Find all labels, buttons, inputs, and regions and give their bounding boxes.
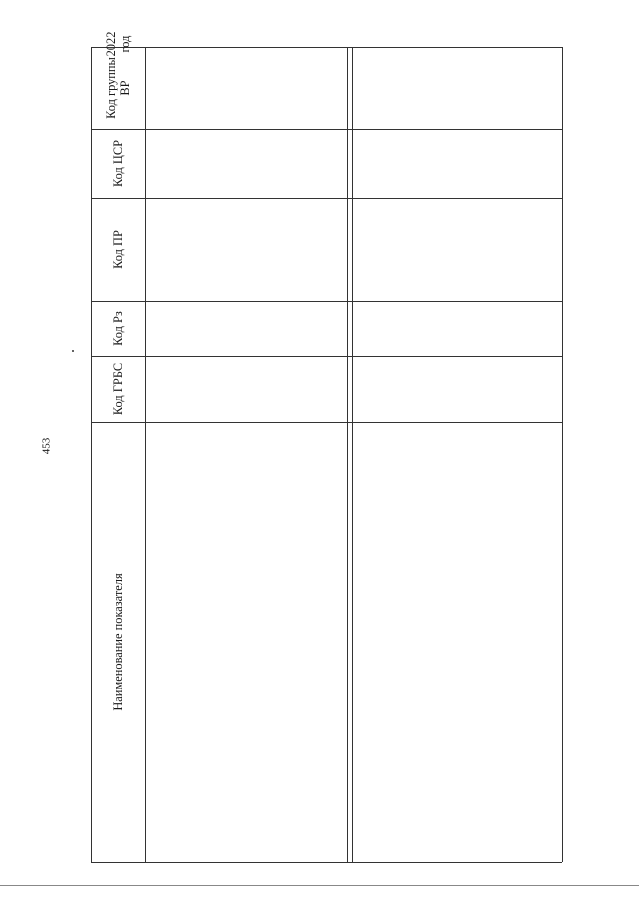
- header-csr: [91, 129, 145, 198]
- col-border-3: [91, 301, 562, 302]
- header-pr-text: Код ПР: [110, 230, 125, 269]
- header-name-text: Наименование показателя: [110, 573, 125, 711]
- header-vr: [91, 47, 145, 129]
- header-year-text: 2022 год: [103, 31, 132, 57]
- header-name: [91, 422, 145, 862]
- header-csr-text: Код ЦСР: [110, 140, 125, 187]
- bottom-rule: [0, 885, 639, 886]
- row-border-3: [352, 47, 353, 862]
- header-rz: [91, 301, 145, 356]
- row-border-4: [562, 47, 563, 862]
- col-border-0: [91, 862, 562, 863]
- speck: [72, 350, 74, 352]
- header-grbs: [91, 356, 145, 422]
- col-border-2: [91, 356, 562, 357]
- header-vr-text: Код группы ВР: [103, 57, 132, 119]
- row-border-1: [145, 47, 146, 862]
- col-border-6: [91, 47, 562, 48]
- header-pr: [91, 198, 145, 301]
- col-border-5: [91, 129, 562, 130]
- header-year: [91, 31, 145, 57]
- row-border-2: [347, 47, 348, 862]
- header-grbs-text: Код ГРБС: [110, 362, 125, 416]
- page-number: 453: [40, 437, 53, 455]
- header-rz-text: Код Рз: [110, 311, 125, 346]
- col-border-1: [91, 422, 562, 423]
- col-border-4: [91, 198, 562, 199]
